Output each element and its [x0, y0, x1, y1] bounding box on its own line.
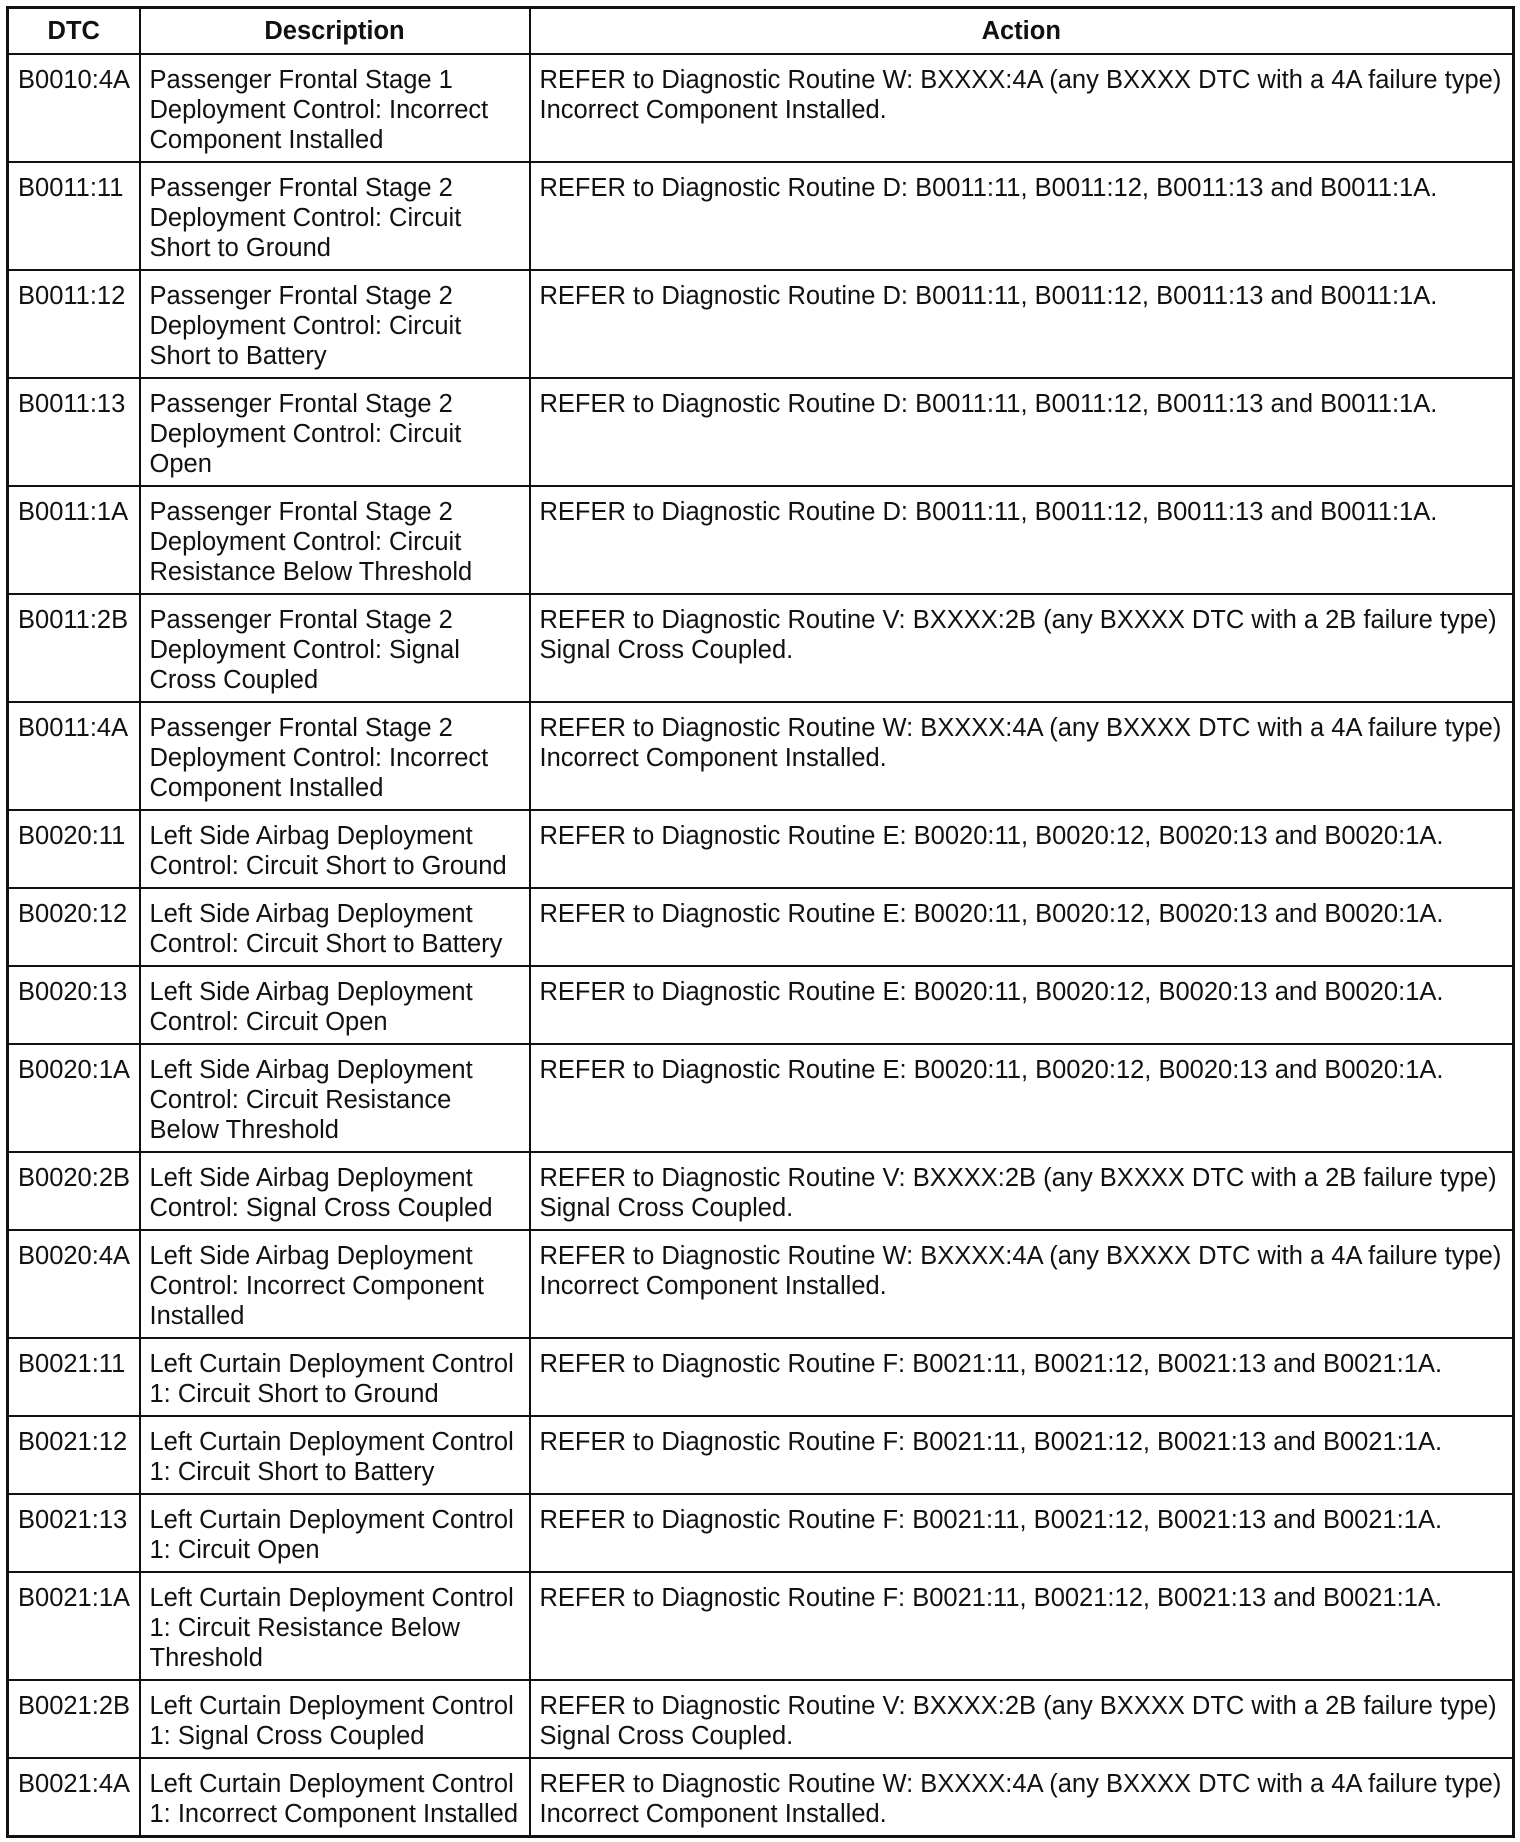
dtc-code: B0020:11	[8, 810, 140, 888]
dtc-action: REFER to Diagnostic Routine E: B0020:11, B0020:12, B0020:13 and B0020:1A.	[530, 888, 1514, 966]
table-row	[8, 162, 1514, 270]
dtc-code: B0020:4A	[8, 1230, 140, 1338]
dtc-action: REFER to Diagnostic Routine W: BXXXX:4A (any BXXXX DTC with a 4A failure type) Incorrect Component Installed.	[530, 54, 1514, 162]
dtc-description: Passenger Frontal Stage 2 Deployment Control: Circuit Open	[140, 378, 530, 486]
dtc-description: Left Curtain Deployment Control 1: Circuit Resistance Below Threshold	[140, 1572, 530, 1680]
dtc-action: REFER to Diagnostic Routine F: B0021:11, B0021:12, B0021:13 and B0021:1A.	[530, 1416, 1514, 1494]
dtc-code: B0011:1A	[8, 486, 140, 594]
table-body	[8, 54, 1514, 1837]
dtc-description: Left Side Airbag Deployment Control: Circuit Short to Ground	[140, 810, 530, 888]
table-row	[8, 378, 1514, 486]
dtc-action: REFER to Diagnostic Routine D: B0011:11, B0011:12, B0011:13 and B0011:1A.	[530, 378, 1514, 486]
dtc-description: Left Curtain Deployment Control 1: Circuit Short to Battery	[140, 1416, 530, 1494]
dtc-action: REFER to Diagnostic Routine D: B0011:11, B0011:12, B0011:13 and B0011:1A.	[530, 270, 1514, 378]
dtc-description: Left Side Airbag Deployment Control: Circuit Short to Battery	[140, 888, 530, 966]
table-row	[8, 810, 1514, 888]
table-header	[8, 8, 1514, 55]
table-row	[8, 966, 1514, 1044]
dtc-action: REFER to Diagnostic Routine W: BXXXX:4A (any BXXXX DTC with a 4A failure type) Incorrect Component Installed.	[530, 702, 1514, 810]
dtc-action: REFER to Diagnostic Routine D: B0011:11, B0011:12, B0011:13 and B0011:1A.	[530, 486, 1514, 594]
header-row	[8, 8, 1514, 55]
table-row	[8, 1416, 1514, 1494]
table-row	[8, 1338, 1514, 1416]
table-row	[8, 1494, 1514, 1572]
dtc-code: B0021:11	[8, 1338, 140, 1416]
header-dtc: DTC	[8, 8, 140, 55]
dtc-description: Left Curtain Deployment Control 1: Incorrect Component Installed	[140, 1758, 530, 1837]
table-row	[8, 1152, 1514, 1230]
dtc-code: B0021:2B	[8, 1680, 140, 1758]
table-row	[8, 702, 1514, 810]
table-row	[8, 594, 1514, 702]
header-action: Action	[530, 8, 1514, 55]
dtc-action: REFER to Diagnostic Routine V: BXXXX:2B (any BXXXX DTC with a 2B failure type) Signal Cross Coupled.	[530, 1680, 1514, 1758]
dtc-action: REFER to Diagnostic Routine D: B0011:11, B0011:12, B0011:13 and B0011:1A.	[530, 162, 1514, 270]
dtc-action: REFER to Diagnostic Routine V: BXXXX:2B (any BXXXX DTC with a 2B failure type) Signal Cross Coupled.	[530, 1152, 1514, 1230]
dtc-description: Left Curtain Deployment Control 1: Circuit Short to Ground	[140, 1338, 530, 1416]
dtc-code: B0020:2B	[8, 1152, 140, 1230]
dtc-action: REFER to Diagnostic Routine F: B0021:11, B0021:12, B0021:13 and B0021:1A.	[530, 1494, 1514, 1572]
table-row	[8, 270, 1514, 378]
dtc-description: Left Side Airbag Deployment Control: Signal Cross Coupled	[140, 1152, 530, 1230]
table-row	[8, 486, 1514, 594]
dtc-action: REFER to Diagnostic Routine E: B0020:11, B0020:12, B0020:13 and B0020:1A.	[530, 810, 1514, 888]
dtc-code: B0011:12	[8, 270, 140, 378]
dtc-description: Passenger Frontal Stage 2 Deployment Control: Circuit Short to Battery	[140, 270, 530, 378]
dtc-description: Passenger Frontal Stage 2 Deployment Control: Incorrect Component Installed	[140, 702, 530, 810]
dtc-description: Left Side Airbag Deployment Control: Incorrect Component Installed	[140, 1230, 530, 1338]
table-row	[8, 1230, 1514, 1338]
dtc-table	[6, 6, 1515, 1838]
dtc-action: REFER to Diagnostic Routine F: B0021:11, B0021:12, B0021:13 and B0021:1A.	[530, 1338, 1514, 1416]
dtc-description: Passenger Frontal Stage 2 Deployment Control: Circuit Resistance Below Threshold	[140, 486, 530, 594]
dtc-description: Left Curtain Deployment Control 1: Circuit Open	[140, 1494, 530, 1572]
dtc-action: REFER to Diagnostic Routine E: B0020:11, B0020:12, B0020:13 and B0020:1A.	[530, 966, 1514, 1044]
dtc-description: Passenger Frontal Stage 2 Deployment Control: Circuit Short to Ground	[140, 162, 530, 270]
table-row	[8, 1758, 1514, 1837]
table-row	[8, 1572, 1514, 1680]
table-row	[8, 1680, 1514, 1758]
dtc-action: REFER to Diagnostic Routine W: BXXXX:4A (any BXXXX DTC with a 4A failure type) Incorrect Component Installed.	[530, 1230, 1514, 1338]
dtc-description: Left Side Airbag Deployment Control: Circuit Open	[140, 966, 530, 1044]
dtc-action: REFER to Diagnostic Routine E: B0020:11, B0020:12, B0020:13 and B0020:1A.	[530, 1044, 1514, 1152]
dtc-code: B0010:4A	[8, 54, 140, 162]
table-row	[8, 888, 1514, 966]
dtc-action: REFER to Diagnostic Routine F: B0021:11, B0021:12, B0021:13 and B0021:1A.	[530, 1572, 1514, 1680]
dtc-code: B0021:4A	[8, 1758, 140, 1837]
dtc-code: B0011:11	[8, 162, 140, 270]
dtc-code: B0020:1A	[8, 1044, 140, 1152]
dtc-code: B0011:2B	[8, 594, 140, 702]
dtc-description: Passenger Frontal Stage 1 Deployment Control: Incorrect Component Installed	[140, 54, 530, 162]
dtc-action: REFER to Diagnostic Routine V: BXXXX:2B (any BXXXX DTC with a 2B failure type) Signal Cross Coupled.	[530, 594, 1514, 702]
dtc-code: B0020:12	[8, 888, 140, 966]
table-row	[8, 54, 1514, 162]
dtc-code: B0021:13	[8, 1494, 140, 1572]
dtc-code: B0020:13	[8, 966, 140, 1044]
dtc-code: B0011:4A	[8, 702, 140, 810]
header-description: Description	[140, 8, 530, 55]
dtc-description: Passenger Frontal Stage 2 Deployment Control: Signal Cross Coupled	[140, 594, 530, 702]
dtc-code: B0011:13	[8, 378, 140, 486]
dtc-description: Left Curtain Deployment Control 1: Signal Cross Coupled	[140, 1680, 530, 1758]
dtc-code: B0021:12	[8, 1416, 140, 1494]
dtc-description: Left Side Airbag Deployment Control: Circuit Resistance Below Threshold	[140, 1044, 530, 1152]
dtc-code: B0021:1A	[8, 1572, 140, 1680]
dtc-action: REFER to Diagnostic Routine W: BXXXX:4A (any BXXXX DTC with a 4A failure type) Incorrect Component Installed.	[530, 1758, 1514, 1837]
table-row	[8, 1044, 1514, 1152]
